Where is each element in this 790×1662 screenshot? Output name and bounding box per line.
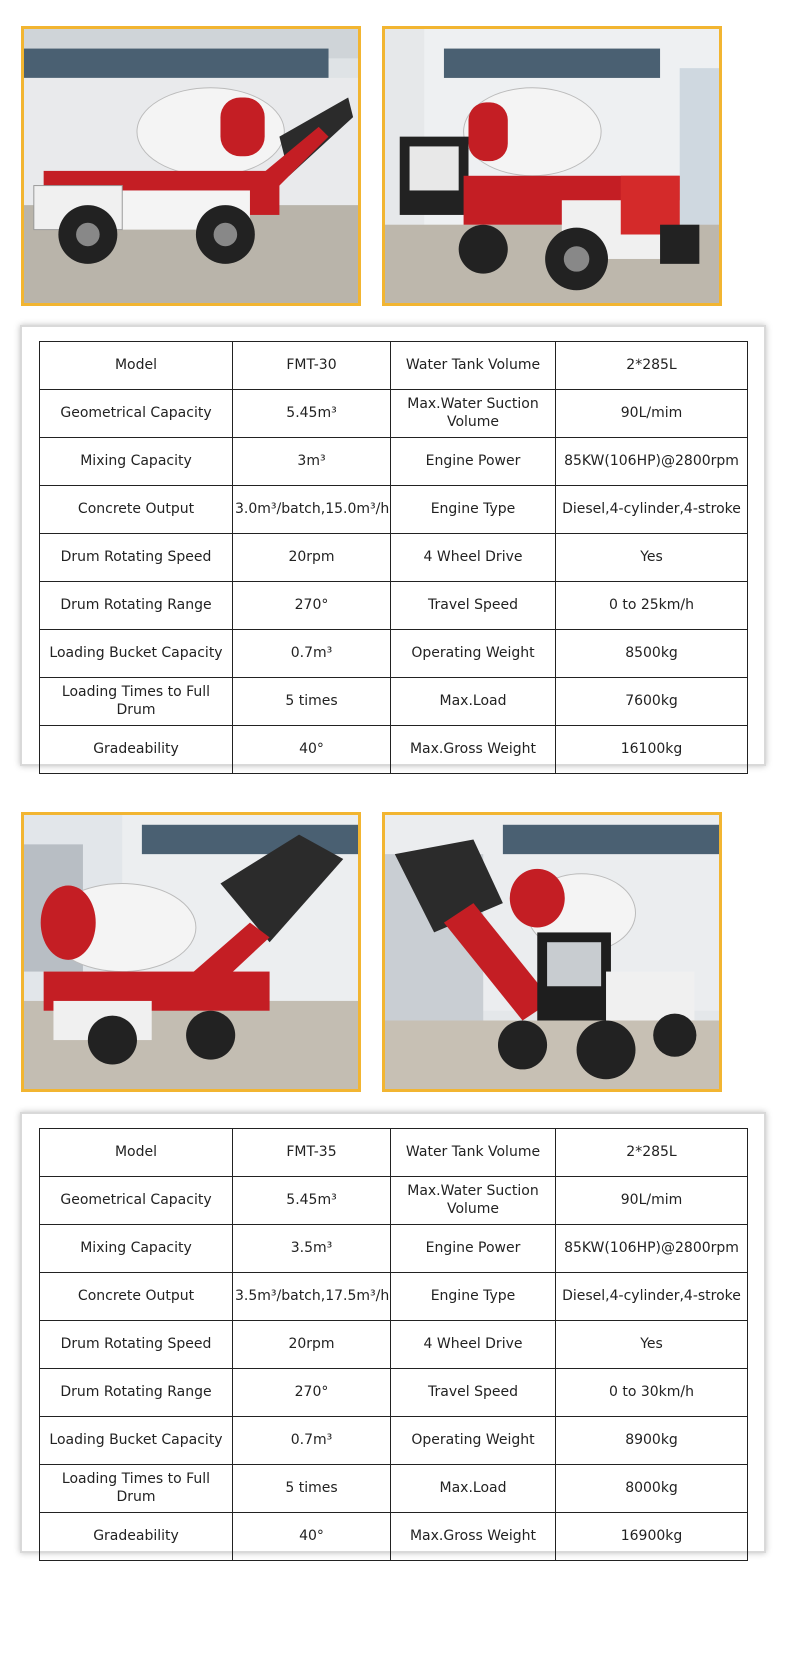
spec-value: 40° [233,726,391,774]
spec-label: Model [40,1129,233,1177]
spec-label: Max.Water Suction Volume [391,390,556,438]
spec-value: 5.45m³ [233,1177,391,1225]
spec-label: Drum Rotating Speed [40,534,233,582]
spec-label: Operating Weight [391,1417,556,1465]
spec-value: FMT-30 [233,342,391,390]
photo-bucket-raised-front [382,812,722,1092]
spec-value: 2*285L [556,1129,748,1177]
spec-label: Loading Bucket Capacity [40,1417,233,1465]
spec-value: 20rpm [233,1321,391,1369]
spec-value: 0.7m³ [233,1417,391,1465]
spec-label: Gradeability [40,1513,233,1561]
spec-label: Engine Type [391,486,556,534]
table-row [40,390,748,438]
table-row [40,726,748,774]
spec-value: 5 times [233,1465,391,1513]
table-row [40,1465,748,1513]
spec-value: 0.7m³ [233,630,391,678]
spec-label: Water Tank Volume [391,342,556,390]
spec-value: 16900kg [556,1513,748,1561]
spec-value: 90L/mim [556,1177,748,1225]
spec-label: Mixing Capacity [40,438,233,486]
spec-table-fmt-35 [39,1128,748,1561]
spec-label: Operating Weight [391,630,556,678]
table-row [40,630,748,678]
spec-label: Mixing Capacity [40,1225,233,1273]
spec-value: 3.5m³/batch,17.5m³/h [233,1273,391,1321]
spec-value: Yes [556,1321,748,1369]
table-row [40,582,748,630]
spec-label: Geometrical Capacity [40,390,233,438]
spec-label: Max.Load [391,678,556,726]
spec-value: Yes [556,534,748,582]
spec-value: 8900kg [556,1417,748,1465]
spec-label: Max.Water Suction Volume [391,1177,556,1225]
spec-label: Concrete Output [40,486,233,534]
spec-label: Water Tank Volume [391,1129,556,1177]
photo-rear-view [382,26,722,306]
spec-value: 8500kg [556,630,748,678]
spec-value: 8000kg [556,1465,748,1513]
spec-value: 0 to 30km/h [556,1369,748,1417]
spec-label: Model [40,342,233,390]
table-row [40,1273,748,1321]
photo-side-view [21,26,361,306]
spec-value: 5.45m³ [233,390,391,438]
table-row [40,1225,748,1273]
table-row [40,438,748,486]
spec-label: Travel Speed [391,582,556,630]
spec-value: 40° [233,1513,391,1561]
spec-panel-fmt-35 [20,1112,766,1553]
table-row [40,1369,748,1417]
table-row [40,1417,748,1465]
spec-value: 3.5m³ [233,1225,391,1273]
spec-value: 2*285L [556,342,748,390]
table-row [40,534,748,582]
spec-value: 3.0m³/batch,15.0m³/h [233,486,391,534]
spec-value: 5 times [233,678,391,726]
spec-value: 20rpm [233,534,391,582]
spec-label: 4 Wheel Drive [391,534,556,582]
spec-value: Diesel,4-cylinder,4-stroke [556,1273,748,1321]
table-row [40,1177,748,1225]
spec-label: Max.Load [391,1465,556,1513]
table-row [40,678,748,726]
spec-label: Drum Rotating Range [40,1369,233,1417]
spec-label: Drum Rotating Range [40,582,233,630]
photo-bucket-raised-left [21,812,361,1092]
spec-label: 4 Wheel Drive [391,1321,556,1369]
spec-label: Loading Times to Full Drum [40,1465,233,1513]
spec-label: Gradeability [40,726,233,774]
spec-label: Travel Speed [391,1369,556,1417]
spec-table-fmt-30 [39,341,748,774]
spec-label: Engine Power [391,438,556,486]
spec-value: 3m³ [233,438,391,486]
spec-value: 0 to 25km/h [556,582,748,630]
spec-value: FMT-35 [233,1129,391,1177]
mixer-truck-bucket-photo [24,815,358,1089]
spec-label: Loading Times to Full Drum [40,678,233,726]
table-row [40,342,748,390]
table-row [40,1129,748,1177]
spec-label: Engine Type [391,1273,556,1321]
spec-value: 85KW(106HP)@2800rpm [556,438,748,486]
spec-value: Diesel,4-cylinder,4-stroke [556,486,748,534]
table-row [40,486,748,534]
spec-label: Drum Rotating Speed [40,1321,233,1369]
spec-label: Geometrical Capacity [40,1177,233,1225]
spec-label: Max.Gross Weight [391,726,556,774]
mixer-truck-rear-photo [385,29,719,303]
spec-label: Max.Gross Weight [391,1513,556,1561]
spec-label: Concrete Output [40,1273,233,1321]
table-row [40,1513,748,1561]
spec-value: 90L/mim [556,390,748,438]
spec-panel-fmt-30 [20,325,766,766]
spec-value: 270° [233,1369,391,1417]
mixer-truck-front-photo [385,815,719,1089]
spec-value: 16100kg [556,726,748,774]
spec-label: Engine Power [391,1225,556,1273]
spec-value: 7600kg [556,678,748,726]
table-row [40,1321,748,1369]
spec-value: 270° [233,582,391,630]
spec-label: Loading Bucket Capacity [40,630,233,678]
spec-value: 85KW(106HP)@2800rpm [556,1225,748,1273]
mixer-truck-side-photo [24,29,358,303]
